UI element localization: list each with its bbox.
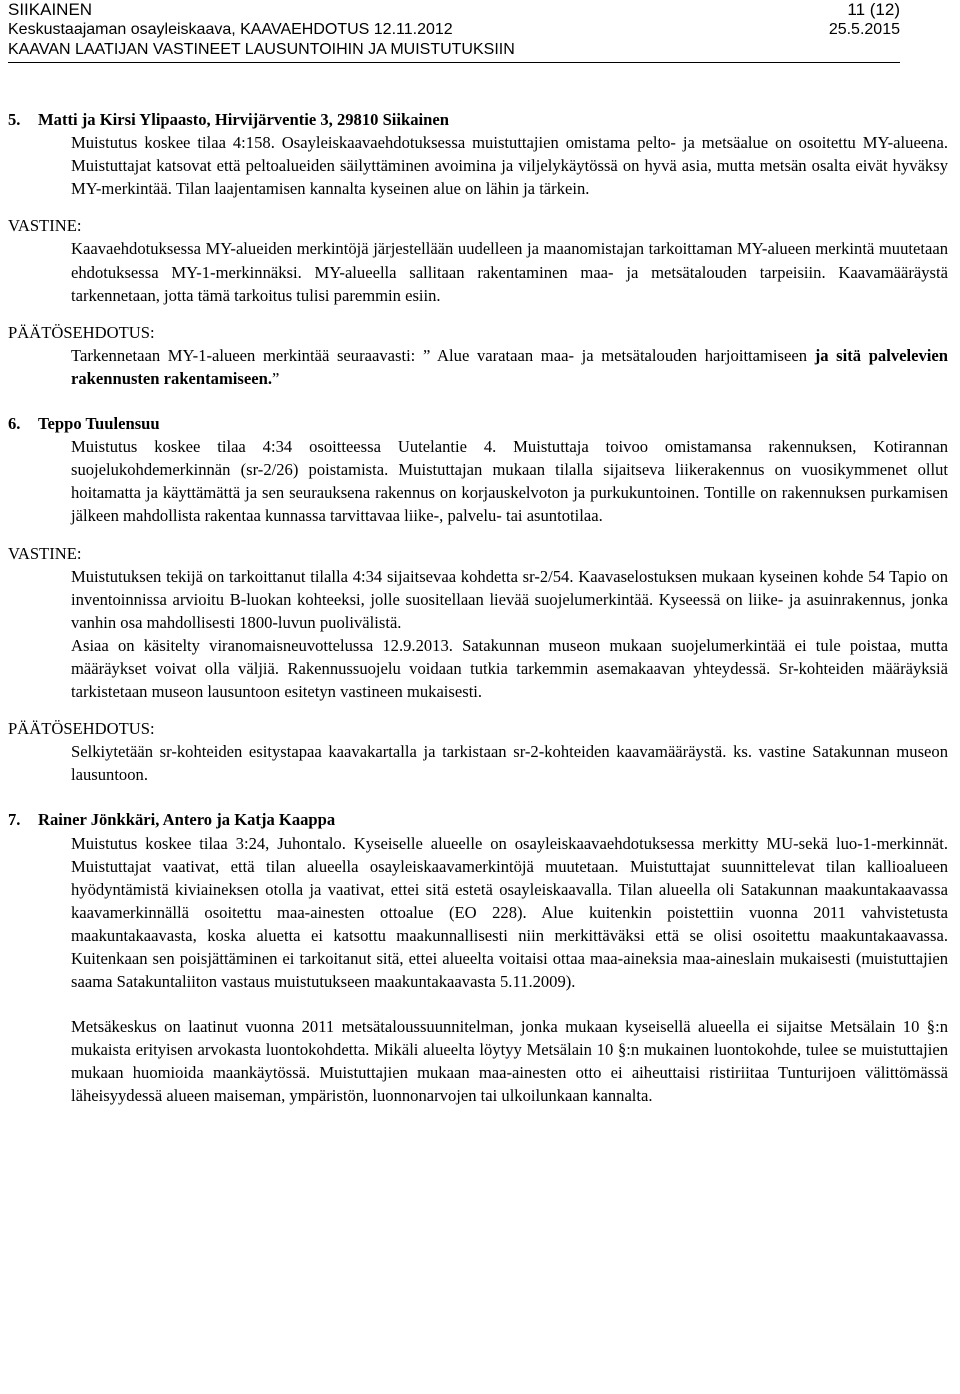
- header-row-1: [8, 0, 900, 20]
- section-title: Teppo Tuulensuu: [38, 414, 160, 434]
- header-row-2: [8, 20, 900, 40]
- vastine-text: Muistutuksen tekijä on tarkoittanut tilalla 4:34 sijaitsevaa kohdetta sr-2/54. Kaavaselostuksen mukaan kyseinen kohde 54 Tapio on inventoinnissa arvioitu B-luokan kohteeksi, jolle suositellaan lievää suojelumerkintää. Kyseessä on liike- ja asuinrakennus, jonka vanhin osa mahdollisesti 1800-luvun puolivälistä.: [71, 566, 948, 632]
- section-5-heading: [8, 108, 948, 131]
- section-6-heading: [8, 412, 948, 435]
- vastine-text: Kaavaehdotuksessa MY-alueiden merkintöjä järjestellään uudelleen ja maanomistajan tarkoittaman MY-alueen merkintä muutetaan ehdotuksessa MY-1-merkinnäksi. MY-alueella sallitaan rakentaminen maa- ja metsätalouden tarpeisiin. Kaavamääräystä tarkennetaan, jotta tämä tarkoitus tulisi paremmin esiin.: [71, 239, 948, 305]
- paatos-text: [71, 344, 948, 390]
- objection-text: Muistutus koskee tilaa 4:158. Osayleiskaavaehdotuksessa muistuttajien omistama pelto- ja metsäalue on osoitettu MY-alueena. Muistuttajat katsovat että peltoalueiden säilyttäminen avoimina ja viljelykäytössä on hyvä asia, mutta metsän osalta eivät hyväksy MY-merkintää. Tilan laajentamisen kannalta kyseinen alue on lähin ja tärkein.: [71, 133, 948, 199]
- paatos-plain: Tarkennetaan MY-1-alueen merkintää seuraavasti: ” Alue varataan maa- ja metsätalouden harjoittamiseen: [71, 345, 815, 365]
- header-divider: [8, 62, 900, 63]
- vastine-label: VASTINE:: [8, 216, 82, 236]
- header-doc-title: Keskustaajaman osayleiskaava, KAAVAEHDOTUS 12.11.2012: [8, 21, 453, 38]
- paatosehdotus-label: PÄÄTÖSEHDOTUS:: [8, 719, 155, 739]
- header-page-number: 11 (12): [847, 0, 900, 19]
- section-7-heading: [8, 808, 948, 831]
- section-title: Matti ja Kirsi Ylipaasto, Hirvijärventie 3, 29810 Siikainen: [38, 110, 449, 129]
- paatos-bold: ja sitä palvelevien rakennusten rakentamiseen.: [71, 345, 948, 388]
- section-5-vastine: [71, 237, 948, 306]
- section-7-body: [71, 832, 948, 1108]
- section-number: 6.: [8, 414, 21, 434]
- section-title: Rainer Jönkkäri, Antero ja Katja Kaappa: [38, 810, 336, 830]
- objection-text: Muistutus koskee tilaa 3:24, Juhontalo. Kyseiselle alueelle on osayleiskaavaehdotuksessa merkitty MU-sekä luo-1-merkinnät. Muistuttajat vaativat, että tilan alueella osayleiskaavamerkintöjä muutetaan. Muistuttajat suunnittelevat tilan kallioalueen hyödyntämistä kiviaineksen otolla ja vaativat, ettei sitä estetä osayleiskaavalla. Tilan alueella oli Satakunnan maakuntakaavassa kaavamerkinnällä osoitettu maa-ainesten ottoalue (EO 228). Alue kuitenkin poistettiin vuonna 2011 vahvistetusta maakuntakaavasta, koska aluetta ei katsottu maakunnallisesti niin merkittäväksi että se olisi osoitettu maakuntakaavassa. Kuitenkaan sen poisjättäminen ei tarkoitanut sitä, ettei alueelta voitaisi ottaa maa-aineksia maa-aineslain mukaisesti (muistuttajien saama Satakuntaliiton vastaus muistutukseen maakuntakaavasta 5.11.2009).: [71, 833, 948, 992]
- objection-text: Muistutus koskee tilaa 4:34 osoitteessa Uutelantie 4. Muistuttaja toivoo omistamansa rakennuksen, Kotirannan suojelukohdemerkinnän (sr-2/26) poistamista. Muistuttajan mukaan tilalla sijaitseva liikerakennus on vuosikymmenet ollut hoitamatta ja käyttämättä ja sen seurauksena rakennus on korjauskelvoton ja purkukuntoinen. Tontille on rakennuksen purkamisen jälkeen mahdollista rakentaa kunnassa tarvittavaa liike-, palvelu- tai asuntotilaa.: [71, 437, 948, 526]
- objection-text-2: Metsäkeskus on laatinut vuonna 2011 metsätaloussuunnitelman, jonka mukaan kyseisellä alueella ei sijaitse Metsälain 10 §:n mukaista erityisen arvokasta luontokohdetta. Mikäli alueelta löytyy Metsälain 10 §:n mukainen luontokohde, tulee se muistuttajien mukaan huomioida maankäytössä. Muistuttajien mukaan maa-ainesten otto ei aiheuttaisi ristiriitaa Tunturijoen välittömässä läheisyydessä alueen maiseman, ympäristön, luonnonarvojen tai ulkoilunkaan kannalta.: [71, 1017, 948, 1106]
- document-body: [8, 108, 948, 1108]
- paatosehdotus-label: PÄÄTÖSEHDOTUS:: [8, 322, 155, 342]
- section-number: 7.: [8, 810, 21, 830]
- vastine-label: VASTINE:: [8, 543, 82, 563]
- section-6-body: [71, 435, 948, 527]
- header-date: 25.5.2015: [828, 21, 900, 38]
- section-6-paatos: [71, 740, 948, 786]
- section-5-body: [71, 131, 948, 200]
- header-subtitle: KAAVAN LAATIJAN VASTINEET LAUSUNTOIHIN JA MUISTUTUKSIIN: [8, 41, 515, 58]
- paatos-text: Selkiytetään sr-kohteiden esitystapaa kaavakartalla ja tarkistaan sr-2-kohteiden kaavamääräystä. ks. vastine Satakunnan museon lausuntoon.: [71, 742, 948, 785]
- vastine-text-2: Asiaa on käsitelty viranomaisneuvottelussa 12.9.2013. Satakunnan museon mukaan suojelumerkintää ei tule poistaa, mutta määräykset voivat olla väljiä. Rakennussuojelu voidaan tutkia tarkemmin asemakaavan yhteydessä. Sr-kohteiden määräyksiä tarkistetaan museon lausuntoon esitetyn vastineen mukaisesti.: [71, 635, 948, 702]
- header-org: SIIKAINEN: [8, 0, 93, 19]
- section-number: 5.: [8, 110, 21, 129]
- paatos-end: ”: [271, 368, 280, 388]
- section-6-vastine: [71, 565, 948, 704]
- section-5-paatos: [71, 344, 948, 390]
- header-row-3: [8, 40, 900, 60]
- page-header: [8, 0, 900, 60]
